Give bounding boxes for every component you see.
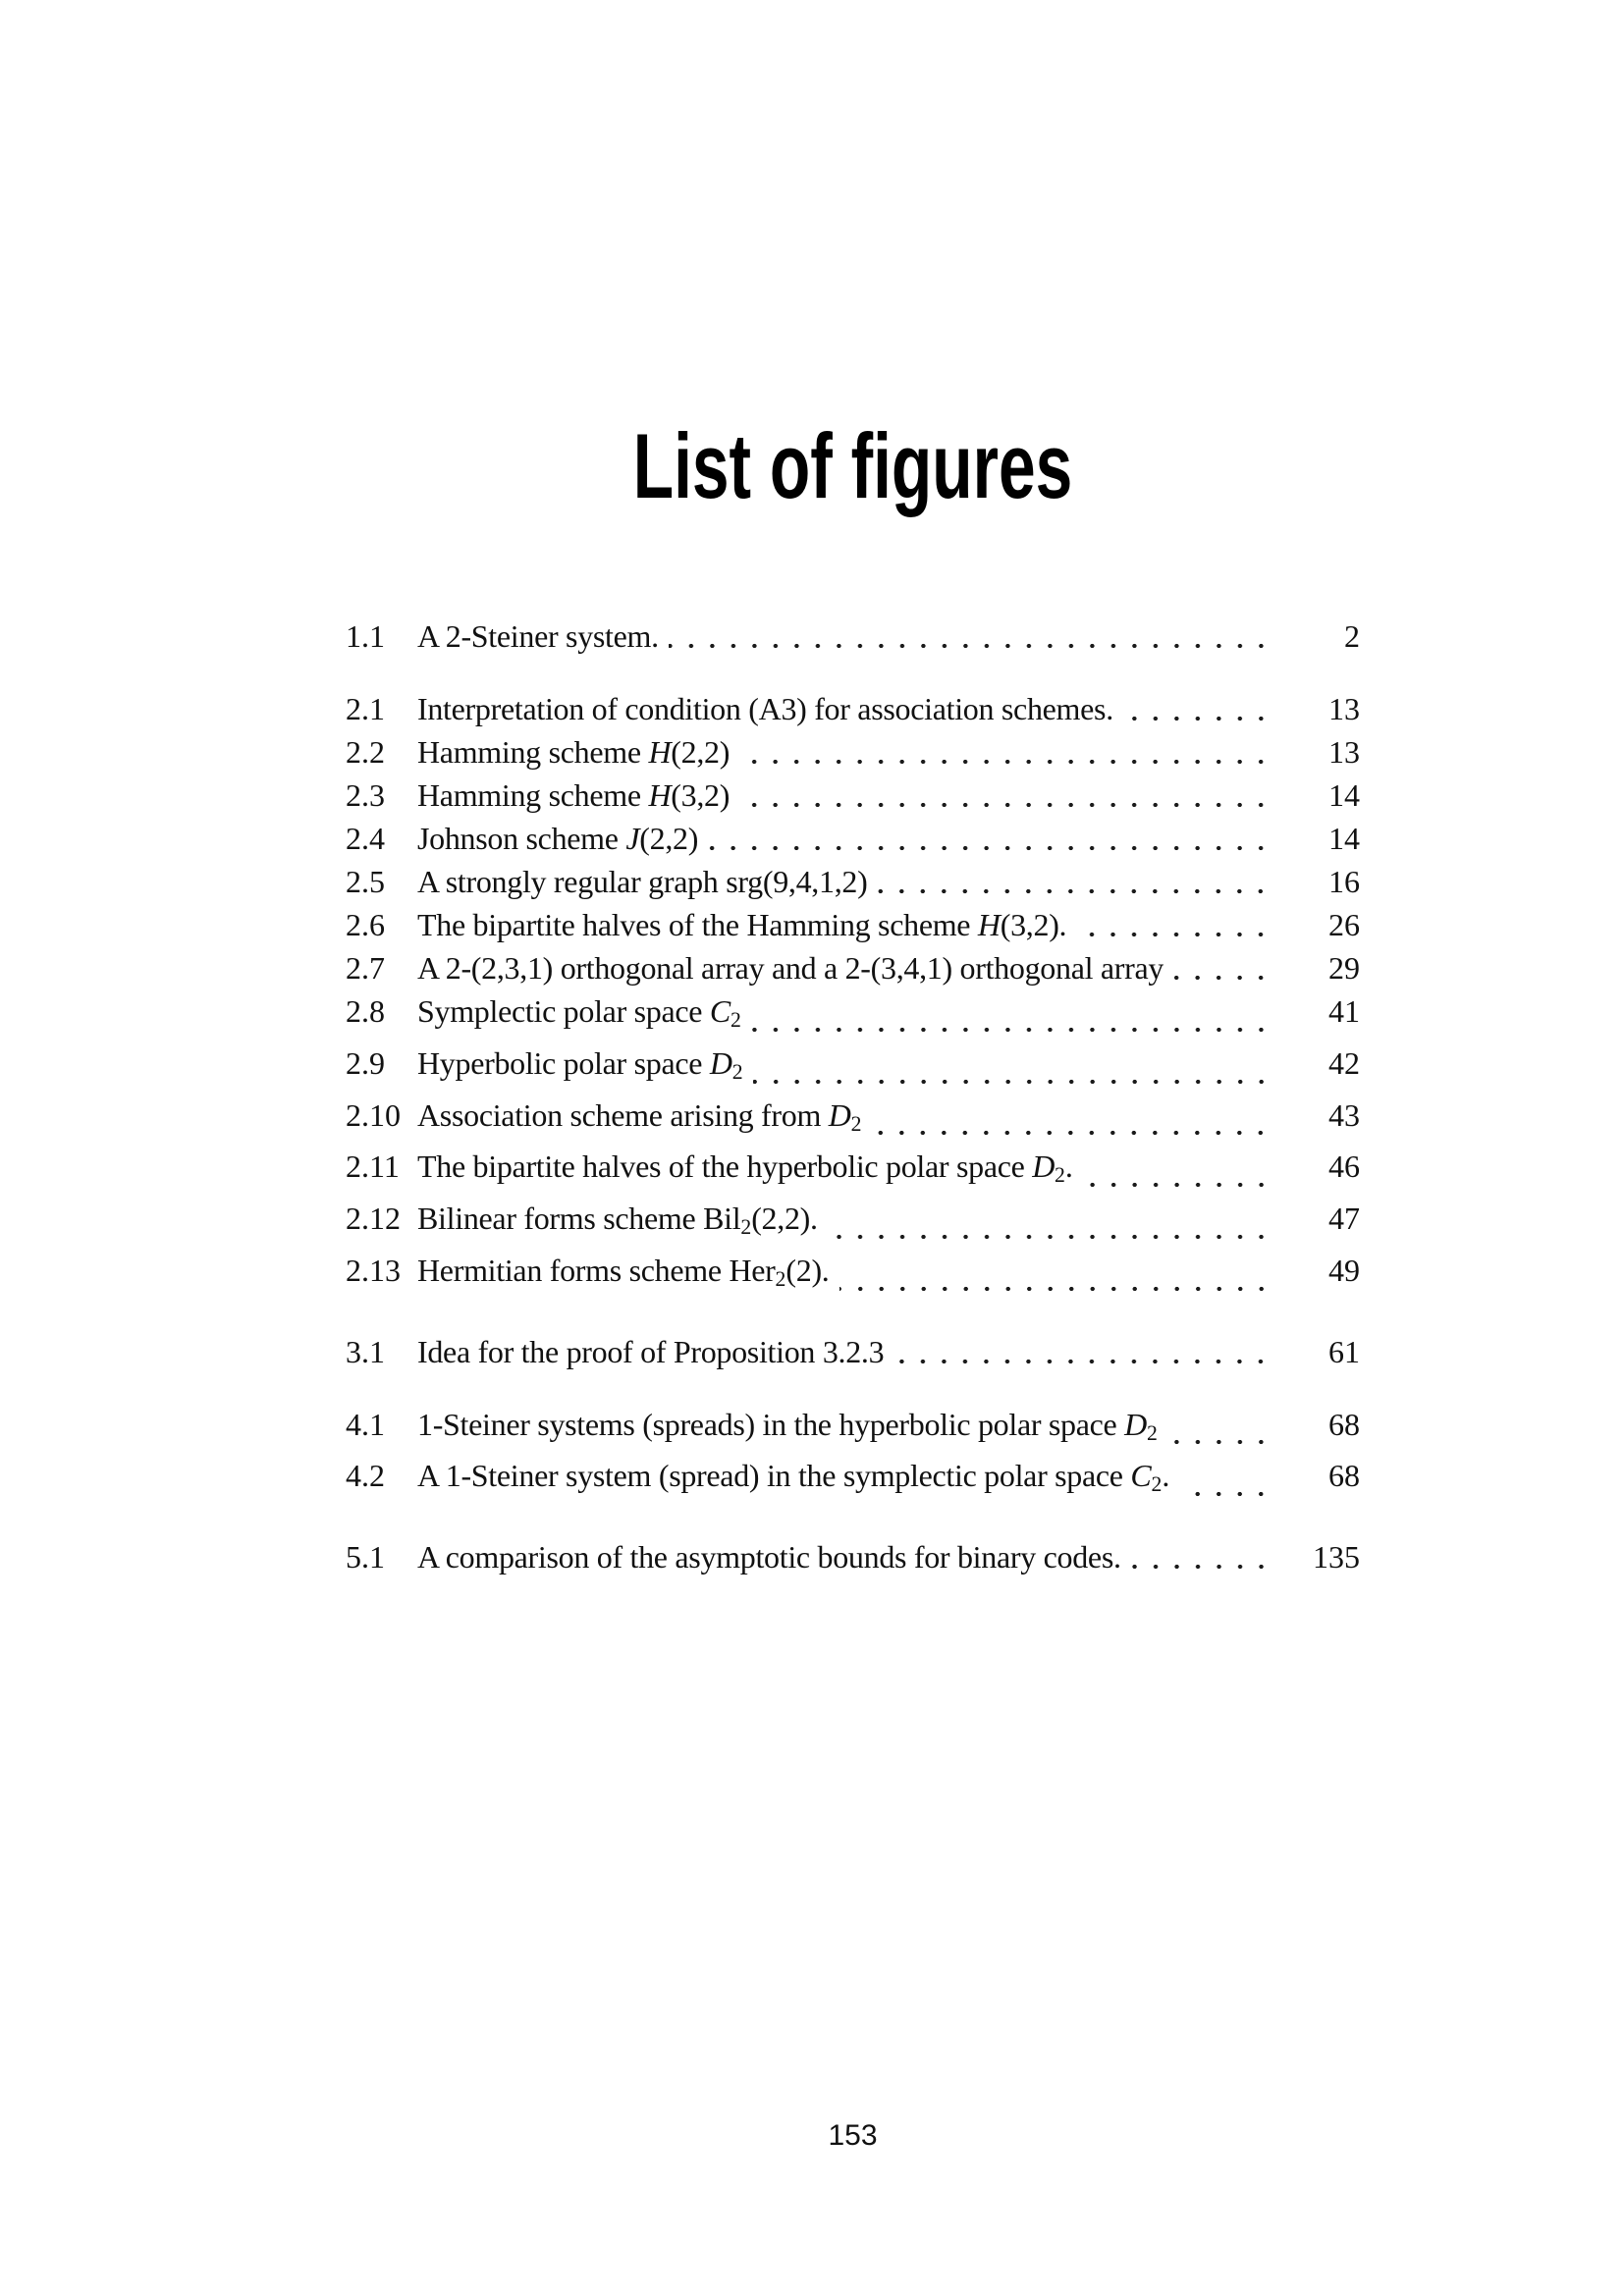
figure-number: 2.8 [346, 993, 385, 1029]
dot-leader [739, 774, 1273, 817]
figure-number: 2.13 [346, 1252, 401, 1288]
figure-page-number: 16 [1328, 864, 1360, 899]
caption-segment: 2 [1146, 1420, 1158, 1445]
figure-caption [417, 1403, 1158, 1455]
caption-segment: (2). [785, 1252, 830, 1288]
figure-caption [417, 1249, 830, 1301]
caption-segment: 2 [731, 1059, 743, 1084]
figure-caption [417, 1197, 818, 1249]
lof-entry[interactable] [346, 1330, 1360, 1373]
figure-caption [417, 1535, 1121, 1578]
figure-caption [417, 946, 1164, 989]
figure-number: 1.1 [346, 618, 385, 654]
footer-page-number: 153 [828, 2119, 878, 2152]
figure-page-number: 68 [1328, 1406, 1360, 1442]
caption-segment: (3,2) [671, 777, 731, 813]
caption-segment: 2 [775, 1266, 786, 1291]
figure-number: 2.7 [346, 950, 385, 986]
caption-segment: Symplectic polar space [417, 993, 710, 1029]
lof-entry[interactable] [346, 860, 1360, 903]
figure-number: 2.11 [346, 1148, 400, 1185]
figure-caption [417, 774, 730, 817]
dot-leader [1167, 1403, 1273, 1455]
lof-entry[interactable] [346, 1454, 1360, 1506]
figure-caption [417, 1145, 1073, 1197]
figure-page-number: 47 [1328, 1201, 1360, 1237]
dot-leader [669, 614, 1273, 658]
figure-caption [417, 730, 730, 774]
caption-segment: J [625, 821, 640, 856]
figure-caption [417, 1454, 1169, 1506]
figure-page-number: 61 [1328, 1333, 1360, 1369]
dot-leader [877, 860, 1273, 903]
lof-entry[interactable] [346, 903, 1360, 946]
dot-leader [751, 989, 1273, 1041]
caption-segment: A strongly regular graph srg(9,4,1,2) [417, 864, 868, 899]
caption-segment: A 1-Steiner system (spread) in the symplectic polar space [417, 1458, 1131, 1494]
caption-segment: A comparison of the asymptotic bounds for binary codes. [417, 1539, 1121, 1575]
caption-segment: Hermitian forms scheme Her [417, 1252, 776, 1288]
figure-page-number: 13 [1328, 691, 1360, 726]
caption-segment: Hamming scheme [417, 777, 649, 813]
caption-segment: D [709, 1044, 732, 1081]
dot-leader [1173, 946, 1273, 989]
figure-number: 4.1 [346, 1406, 385, 1442]
lof-group [346, 1330, 1360, 1373]
figure-number: 2.5 [346, 864, 385, 899]
figure-page-number: 13 [1328, 734, 1360, 770]
lof-entry[interactable] [346, 687, 1360, 730]
caption-segment: (3,2). [1000, 907, 1067, 942]
dot-leader [1179, 1454, 1273, 1506]
caption-segment: D [1124, 1406, 1147, 1442]
figure-page-number: 26 [1328, 907, 1360, 942]
caption-segment: Idea for the proof of Proposition 3.2.3 [417, 1333, 885, 1369]
figure-page-number: 46 [1328, 1148, 1360, 1185]
figure-page-number: 29 [1328, 950, 1360, 986]
lof-entry[interactable] [346, 730, 1360, 774]
figure-page-number: 14 [1328, 821, 1360, 856]
dot-leader [871, 1094, 1273, 1146]
text-block [346, 0, 1360, 1578]
lof-entry[interactable] [346, 1094, 1360, 1146]
caption-segment: 2 [1055, 1163, 1065, 1188]
lof-group [346, 1403, 1360, 1507]
caption-segment: 2 [740, 1214, 752, 1239]
figure-page-number: 14 [1328, 777, 1360, 813]
caption-segment: H [977, 907, 1001, 942]
caption-segment: The bipartite halves of the hyperbolic polar space [417, 1148, 1033, 1185]
caption-segment: H [648, 777, 672, 813]
figure-number: 3.1 [346, 1333, 385, 1369]
caption-segment: 2 [730, 1007, 741, 1032]
caption-segment: (2,2) [639, 821, 699, 856]
figure-caption [417, 817, 698, 860]
caption-segment: Hamming scheme [417, 734, 649, 770]
caption-segment: C [709, 993, 731, 1029]
lof-entry[interactable] [346, 774, 1360, 817]
lof-entry[interactable] [346, 1197, 1360, 1249]
lof-entry[interactable] [346, 817, 1360, 860]
caption-segment: Association scheme arising from [417, 1096, 829, 1133]
figure-number: 2.3 [346, 777, 385, 813]
caption-segment: . [1064, 1148, 1073, 1185]
lof-group [346, 687, 1360, 1301]
lof-entry[interactable] [346, 1145, 1360, 1197]
figure-number: 2.4 [346, 821, 385, 856]
figure-page-number: 135 [1313, 1539, 1360, 1575]
figure-number: 2.10 [346, 1096, 401, 1133]
figure-page-number: 43 [1328, 1096, 1360, 1133]
dot-leader [1131, 1535, 1273, 1578]
caption-segment: . [1162, 1458, 1170, 1494]
lof-group [346, 1535, 1360, 1578]
figure-page-number: 42 [1328, 1044, 1360, 1081]
dot-leader [753, 1041, 1273, 1094]
dot-leader [839, 1249, 1273, 1301]
lof-entry[interactable] [346, 1403, 1360, 1455]
lof-entry[interactable] [346, 1249, 1360, 1301]
figure-caption [417, 860, 867, 903]
figure-number: 5.1 [346, 1539, 385, 1575]
caption-segment: 1-Steiner systems (spreads) in the hyperbolic polar space [417, 1406, 1125, 1442]
page-title: List of figures [632, 414, 1073, 517]
figure-number: 2.6 [346, 907, 385, 942]
dot-leader [739, 730, 1273, 774]
figure-number: 2.2 [346, 734, 385, 770]
caption-segment: Interpretation of condition (A3) for association schemes. [417, 691, 1113, 726]
caption-segment: D [828, 1096, 851, 1133]
dot-leader [828, 1197, 1273, 1249]
caption-segment: C [1130, 1458, 1152, 1494]
list-of-figures [346, 614, 1360, 1578]
dot-leader [1083, 1145, 1273, 1197]
caption-segment: (2,2) [671, 734, 731, 770]
figure-caption [417, 903, 1066, 946]
figure-caption [417, 687, 1113, 730]
lof-entry[interactable] [346, 946, 1360, 989]
figure-page-number: 68 [1328, 1458, 1360, 1494]
figure-page-number: 49 [1328, 1252, 1360, 1288]
lof-entry[interactable] [346, 614, 1360, 658]
lof-entry[interactable] [346, 1041, 1360, 1094]
caption-segment: Hyperbolic polar space [417, 1044, 710, 1081]
figure-page-number: 41 [1328, 993, 1360, 1029]
caption-segment: A 2-(2,3,1) orthogonal array and a 2-(3,4,1) orthogonal array [417, 950, 1164, 986]
caption-segment: H [648, 734, 672, 770]
caption-segment: 2 [850, 1111, 862, 1136]
figure-number: 2.12 [346, 1201, 401, 1237]
caption-segment: D [1032, 1148, 1056, 1185]
caption-segment: Bilinear forms scheme Bil [417, 1201, 741, 1237]
figure-caption [417, 1094, 861, 1146]
lof-group [346, 614, 1360, 658]
dot-leader [893, 1330, 1273, 1373]
dot-leader [1076, 903, 1273, 946]
figure-number: 2.1 [346, 691, 385, 726]
figure-caption [417, 1041, 743, 1094]
figure-caption [417, 1330, 884, 1373]
figure-number: 2.9 [346, 1044, 385, 1081]
figure-caption [417, 614, 659, 658]
figure-caption [417, 989, 741, 1041]
caption-segment: (2,2). [751, 1201, 818, 1237]
dot-leader [708, 817, 1273, 860]
figure-number: 4.2 [346, 1458, 385, 1494]
caption-segment: The bipartite halves of the Hamming scheme [417, 907, 978, 942]
caption-segment: 2 [1151, 1472, 1163, 1497]
caption-segment: A 2-Steiner system. [417, 618, 659, 654]
caption-segment: Johnson scheme [417, 821, 626, 856]
figure-page-number: 2 [1344, 618, 1360, 654]
dot-leader [1123, 687, 1273, 730]
lof-entry[interactable] [346, 1535, 1360, 1578]
lof-entry[interactable] [346, 989, 1360, 1041]
